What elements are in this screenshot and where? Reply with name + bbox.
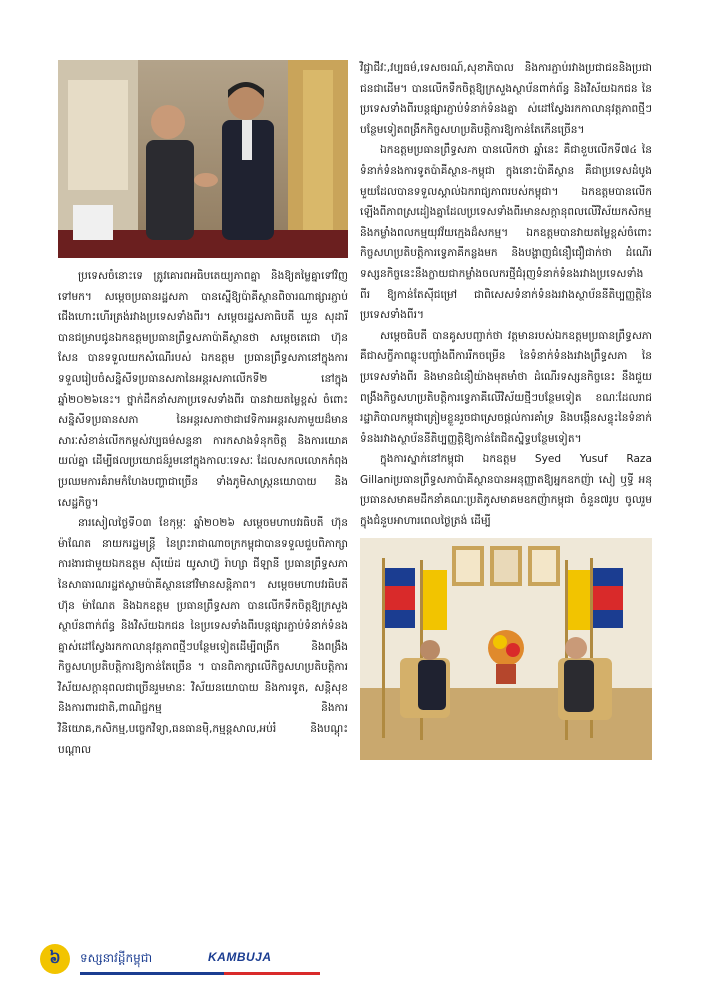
meeting-photo-graphic xyxy=(360,538,652,760)
left-paragraph-1: ប្រទេសចំនោះទេ ត្រូវគោរពអធិបតេយ្យភាពគ្នា និងឱ្យតម្លៃគ្នាទៅវិញទៅមក។ សម្តេចប្រធានរដ្ឋសភា បានស្នើឱ្យប៉ាគីស្ថានពិចារណាផ្សារភ្ជាប់ជើងហោះហើរត្រង់រវាងប្រទេសទាំងពីរ។ សម្តេចរដ្ឋសភាធិបតី ឃួន សុដារី បានជម្រាបជូនឯកឧត្តមប្រធានព្រឹទ្ធសភាប៉ាគីស្ថានថា សម្តេចតេជោ ហ៊ុន សែន បានទទួលយកសំណើរបស់ ឯកឧត្តម ប្រធានព្រឹទ្ធសភានៅក្នុងការទទួលរៀបចំសន្និសីទប្រធានសភានៃអន្តរសភាលើកទី២ នៅក្នុងឆ្នាំ២០២៦នេះ។ ថ្នាក់ដឹកនាំសភាប្រទេសទាំងពីរ បានវាយតម្លៃខ្ពស់ ចំពោះសន្និសីទប្រធានសភា នៃអន្តរសភាថាជាវេទិការអន្តរសភាមួយដ៏មានសារៈសំខាន់លើកកម្ពស់វប្បធម៌សន្ទនា ការកសាងទំនុកចិត្ត និងការយោគយល់គ្នា ដើម្បីផលប្រយោជន៍រួមនៅក្នុងកាលៈទេសៈ ដែលសកលលោកកំពុងប្រឈមការគំរាមកំហែងបញ្ហាជាច្រើន ទាំងភូមិសាស្ត្រនយោបាយ និងសេដ្ឋកិច្ច។ xyxy=(58,270,348,509)
magazine-title: ទស្សនាវដ្តីកម្ពុជា xyxy=(80,951,153,965)
right-paragraph-2: ឯកឧត្តមប្រធានព្រឹទ្ធសភា បានលើកថា ឆ្នាំនេះ គឺជាខួបលើកទី៧៤ នៃទំនាក់ទំនងការទូតប៉ាគីស្ថាន-កម្ពុជា ក្នុងនោះប៉ាគីស្ថាន គឺជាប្រទេសដំបូងមួយដែលបានទទួលស្គាល់ឯករាជ្យភាពរបស់កម្ពុជា។ ឯកឧត្តមបានលើកឡើងពីភាពស្រដៀងគ្នាដែលប្រទេសទាំងពីរមានសក្តានុពលលើវិស័យកសិកម្ម និងកម្លាំងពលកម្មយុវវ័យក្មេងដ៏សកម្ម។ ឯកឧត្តមបានវាយតម្លៃខ្ពស់ចំពោះកិច្ចសហប្រតិបត្តិការទ្វេភាគីកន្លងមក និងបង្ហាញជំនឿជឿជាក់ថា ដំណើរទស្សនកិច្ចនេះនឹងក្លាយជាកម្លាំងចលករថ្មីជំរុញទំនាក់ទំនងរវាងប្រទេសទាំងពីរ ឱ្យកាន់តែស៊ីជម្រៅ ជាពិសេសទំនាក់ទំនងរវាងស្ថាប័ននីតិប្បញ្ញត្តិនៃប្រទេសទាំងពីរ។ xyxy=(360,144,652,322)
right-paragraph-4: ក្នុងការស្នាក់នៅកម្ពុជា ឯកឧត្តម Syed Yusuf Raza Gillaniប្រធានព្រឹទ្ធសភាប៉ាគីស្ថានបានអនុញ្ញាតឱ្យអ្នកឧកញ៉ា សៀ ឬទ្ធី អនុប្រធានសមាគមដឹកនាំគណៈប្រតិភូសមាគមឧកញ៉ាកម្ពុជា ចំនួន៧រូប ចូលរួមក្នុងជំនួបអាហារពេលថ្ងៃត្រង់ ដើម្បី xyxy=(360,453,652,528)
right-paragraph-1: វិជ្ជាជីវៈ,វប្បធម៌,ទេសចរណ៍,សុខាភិបាល និងការភ្ជាប់រវាងប្រជាជននិងប្រជាជនជាដើម។ បានលើកទឹកចិត្តឱ្យក្រសួងស្ថាប័នពាក់ព័ន្ធ និងវិស័យឯកជន នៃប្រទេសទាំងពីរបន្តផ្សារភ្ជាប់ទំនាក់ទំនងគ្នា ស់ដៅស្វែងរកកាលានុវត្តភាពថ្មីៗបន្ថែមទៀតពង្រីកកិច្ចសហប្រតិបត្តិការឱ្យកាន់តែកើនច្រើន។ xyxy=(360,62,652,136)
right-paragraph-3: សម្តេចធិបតី បានគូសបញ្ជាក់ថា វត្តមានរបស់ឯកឧត្តមប្រធានព្រឹទ្ធសភា គឺជាសក្ខីភាពឆ្លុះបញ្ចាំងពីការរីកចម្រើន នៃទំនាក់ទំនងរវាងព្រឹទ្ធសភា នៃប្រទេសទាំងពីរ និងមានជំនឿយ៉ាងមុតមាំថា ដំណើរទស្សនកិច្ចនេះ នឹងជួយពង្រឹងកិច្ចសហប្រតិបត្តិការទ្វេភាគីលើវិស័យថ្មីៗបន្ថែមទៀត ខណៈដែលរាជរដ្ឋាភិបាលកម្ពុជាត្រៀមខ្លួនរួចជាស្រេចផ្តល់ការគាំទ្រ និងបង្កើនសន្ទុះនៃទំនាក់ទំនងរវាងស្ថាប័ននីតិប្បញ្ញត្តិឱ្យកាន់តែជិតស្និទ្ធបន្ថែមទៀត។ xyxy=(360,329,652,445)
left-paragraph-2: នារសៀលថ្ងៃទី០៣ ខែកុម្ភៈ ឆ្នាំ២០២៦ សម្តេចមហាបវរធិបតី ហ៊ុន ម៉ាណែត នាយករដ្ឋមន្ត្រី នៃព្រះរាជាណាចក្រកម្ពុជាបានទទួលជួបពិភាក្សាការងារជាមួយឯកឧត្តម ស៊ីយ៉េដ យូសាហ្វ៊ រ៉ាហ្សា ជីឡានី ប្រធានព្រឹទ្ធសភា នៃសាធារណរដ្ឋឥស្លាមប៉ាគីស្ថាននៅវិមានសន្តិភាព។ សម្តេចមហាបវរធិបតី ហ៊ុន ម៉ាណែត និងឯកឧត្តម ប្រធានព្រឹទ្ធសភា បានលើកទឹកចិត្តឱ្យក្រសួងស្ថាប័នពាក់ព័ន្ធ និងវិស័យឯកជន នៃប្រទេសទាំងពីរបន្តផ្សារភ្ជាប់ទំនាក់ទំនងគ្នាស់ដៅស្វែងរកកាលានុវត្តភាពថ្មីៗបន្ថែមទៀតដើម្បីពង្រីក និងពង្រឹងកិច្ចសហប្រតិបត្តិការឱ្យកាន់តែច្រើន ។ បានពិភាក្សាលើកិច្ចសហប្រតិបត្តិការវិស័យសក្តានុពលជាច្រើនរួមមានៈ វិស័យនយោបាយ និងការទូត, សន្តិសុខ និងការពារជាតិ,ពាណិជ្ជកម្ម និងការវិនិយោគ,កសិកម្ម,បច្ចេកវិទ្យា,ធនធានម៉ិ,កម្មន្តសាល,អប់រំ និងបណ្តុះបណ្តាល xyxy=(58,517,348,756)
photo-handshake xyxy=(58,60,348,258)
photo-meeting xyxy=(360,538,652,760)
handshake-photo-graphic xyxy=(58,60,348,258)
page-footer xyxy=(40,944,660,978)
magazine-brand: KAMBUJA xyxy=(208,950,272,964)
page-number: ៦ xyxy=(40,944,70,974)
right-column xyxy=(360,58,652,760)
left-column xyxy=(58,60,348,760)
footer-underline xyxy=(80,972,320,975)
